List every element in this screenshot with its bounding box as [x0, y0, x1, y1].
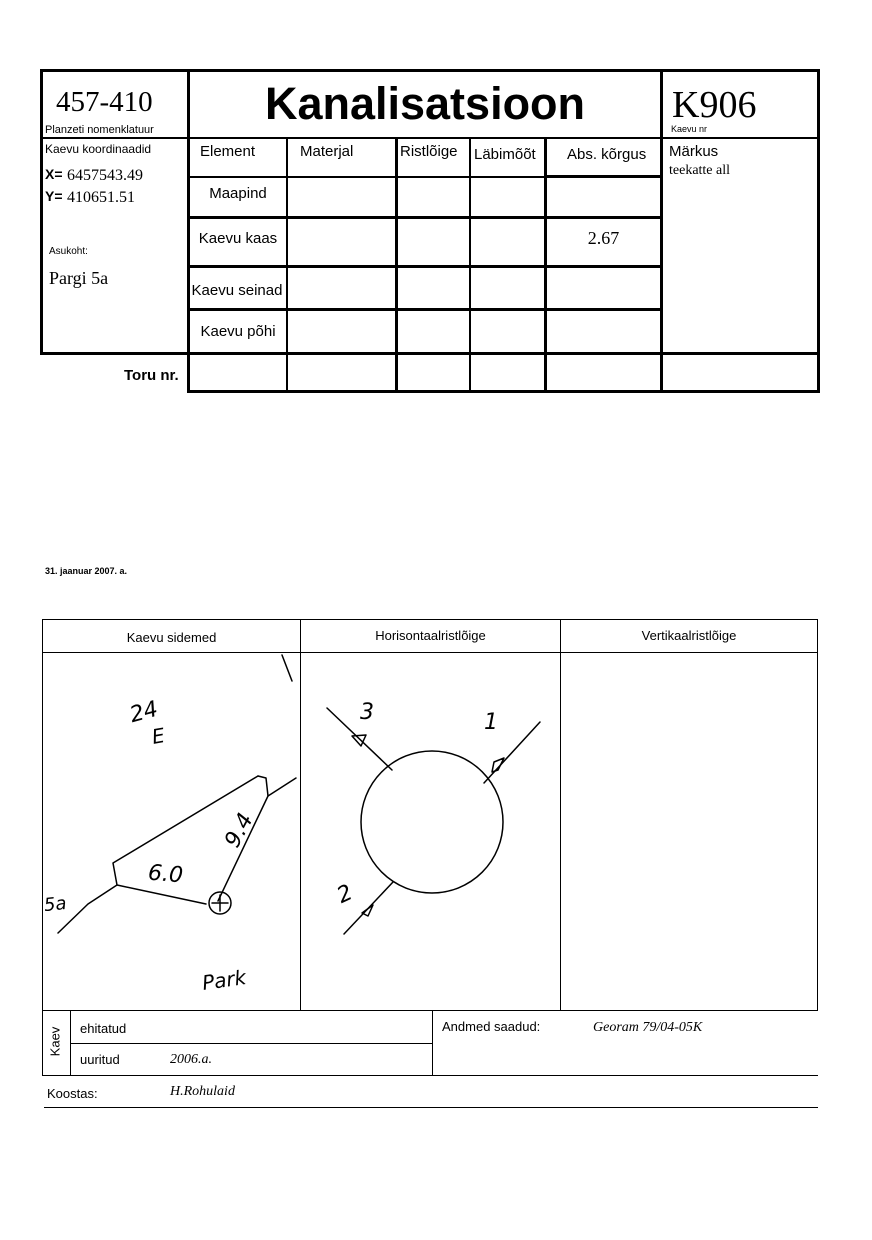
abs-height-lid: 2.67 — [587, 228, 620, 248]
col-header-material: Materjal — [300, 143, 354, 160]
panel-title-vertical: Vertikaalristlõige — [641, 628, 737, 643]
park-annotation: Park — [200, 965, 248, 995]
distance-annotation-94: 9.4 — [220, 809, 259, 852]
coordinates-label: Kaevu koordinaadid — [45, 142, 152, 156]
footer-left-line — [42, 1011, 43, 1075]
panel-title-horizontal: Horisontaalristlõige — [375, 628, 486, 643]
location-label: Asukoht: — [49, 246, 88, 257]
row-label-lid: Kaevu kaas — [198, 230, 278, 247]
well-number-label: Kaevu nr — [671, 124, 708, 134]
distance-annotation-6: 6.0 — [146, 860, 185, 889]
footer-mid-divider — [432, 1011, 433, 1075]
tick-mark — [282, 655, 292, 681]
house-number-annotation: 24 — [127, 696, 161, 729]
surveyed-label: uuritud — [80, 1052, 120, 1067]
footer-row-divider — [70, 1043, 432, 1044]
col-header-element: Element — [200, 143, 256, 160]
well-circle — [361, 751, 503, 893]
data-source-value: Georam 79/04-05K — [593, 1020, 703, 1035]
col-header-note: Märkus — [669, 143, 719, 160]
location-value: Pargi 5a — [49, 268, 109, 288]
pipe-arrow-3 — [352, 735, 366, 746]
pipe-label-1: 1 — [484, 710, 498, 735]
row-label-bottom: Kaevu põhi — [200, 323, 276, 340]
col-header-diameter: Läbimõõt — [474, 146, 536, 163]
pipe-arrow-1 — [492, 758, 504, 772]
data-source-label: Andmed saadud: — [442, 1019, 541, 1034]
pipe-label-3: 3 — [360, 700, 374, 725]
document-date: 31. jaanuar 2007. a. — [45, 566, 128, 576]
compiled-by-label: Koostas: — [47, 1086, 98, 1101]
house-letter-annotation: E — [150, 723, 167, 749]
well-section-label: Kaev — [47, 1026, 63, 1057]
note-value: teekatte all — [669, 163, 731, 178]
y-label: Y= — [45, 188, 63, 204]
pipe-label-2: 2 — [333, 880, 357, 909]
panel-title-connections: Kaevu sidemed — [126, 630, 217, 645]
footer-bottom-line — [42, 1075, 818, 1076]
x-value: 6457543.49 — [67, 167, 143, 184]
property-line-right — [258, 776, 296, 796]
well-number-value: K906 — [672, 84, 757, 126]
pipe-number-label: Toru nr. — [124, 367, 179, 384]
nomenclature-label: Planzeti nomenklatuur — [45, 124, 154, 136]
compiled-by-value: H.Rohulaid — [170, 1084, 235, 1099]
compiled-underline — [44, 1107, 818, 1108]
page-title: Kanalisatsioon — [264, 78, 586, 129]
address-annotation: 5a — [42, 892, 68, 917]
built-label: ehitatud — [80, 1021, 127, 1036]
nomenclature-value: 457-410 — [56, 86, 153, 118]
col-header-abs-height: Abs. kõrgus — [567, 146, 647, 163]
pipe-arrow-2 — [362, 905, 373, 916]
row-label-ground: Maapind — [209, 185, 267, 202]
col-header-cross-section: Ristlõige — [400, 143, 458, 160]
y-value: 410651.51 — [67, 189, 135, 206]
surveyed-value: 2006.a. — [170, 1052, 212, 1067]
row-label-walls: Kaevu seinad — [191, 282, 283, 299]
x-label: X= — [45, 166, 63, 182]
